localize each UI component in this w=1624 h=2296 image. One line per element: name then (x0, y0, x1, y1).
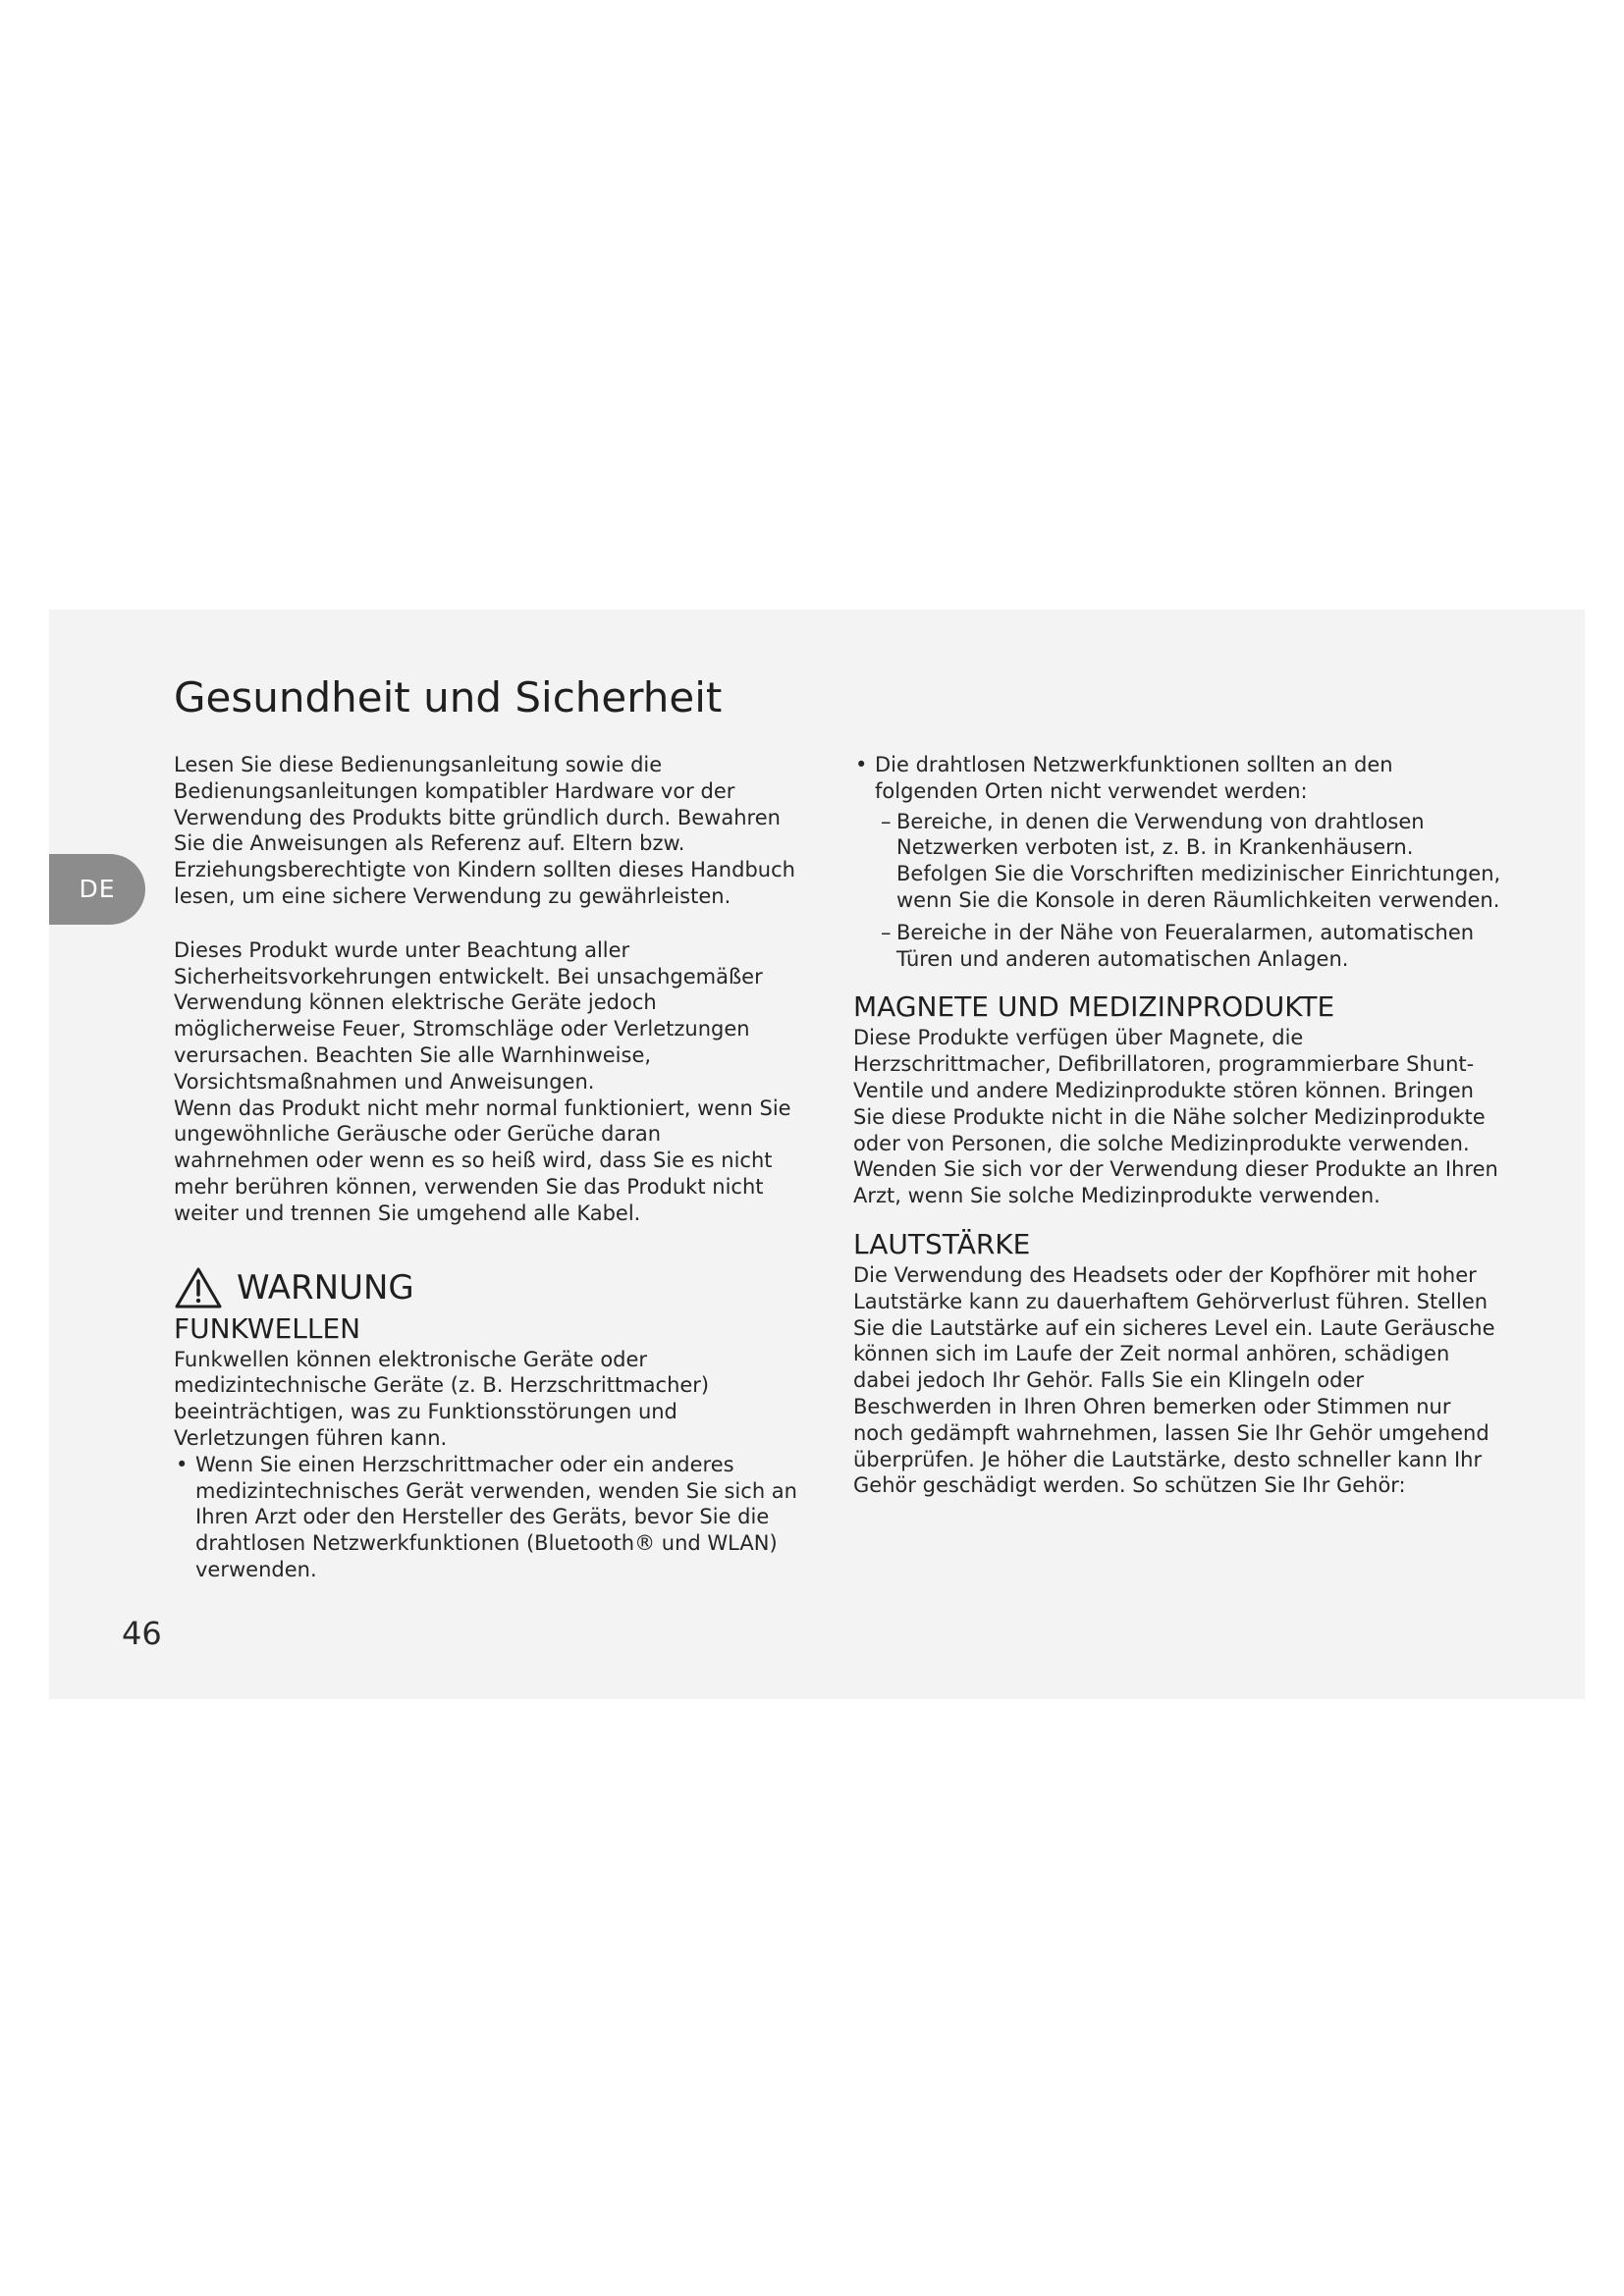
magnets-text: Diese Produkte verfügen über Magnete, die Herzschrittmacher, Defibrillatoren, programmierbare Shunt-Ventile und andere Medizinprodukte stören können. Bringen Sie diese Produkte nicht in die Nähe solcher Medizinprodukte oder von Personen, die solche Medizinprodukte verwenden. Wenden Sie sich vor der Verwendung dieser Produkte an Ihren Arzt, wenn Sie solche Medizinprodukte verwenden. (853, 1026, 1498, 1208)
volume-heading: LAUTSTÄRKE (853, 1227, 1031, 1260)
dash-item-fire-alarms (853, 920, 1501, 973)
page-title: Gesundheit und Sicherheit (174, 673, 723, 721)
magnets-heading: MAGNETE UND MEDIZINPRODUKTE (853, 990, 1335, 1024)
page-number: 46 (122, 1615, 162, 1652)
radio-waves-bullet (174, 1452, 802, 1583)
dash-mark: – (881, 809, 892, 833)
radio-waves-heading: FUNKWELLEN (174, 1311, 361, 1345)
left-column (174, 752, 802, 1583)
dash-mark: – (881, 920, 892, 944)
wireless-bullet (853, 752, 1501, 805)
warning-heading (174, 1266, 802, 1309)
wireless-bullet-text: Die drahtlosen Netzwerkfunktionen sollten an den folgenden Orten nicht verwendet werden: (875, 753, 1393, 803)
dash-item-text: Bereiche, in denen die Verwendung von drahtlosen Netzwerken verboten ist, z. B. in Krankenhäusern. Befolgen Sie die Vorschriften medizinischer Einrichtungen, wenn Sie die Konsole in deren Räumlichkeiten verwenden. (896, 809, 1501, 912)
warning-label: WARNUNG (237, 1267, 414, 1308)
dash-item-text: Bereiche in der Nähe von Feueralarmen, automatischen Türen und anderen automatischen Anlagen. (896, 920, 1475, 971)
radio-waves-text: Funkwellen können elektronische Geräte oder medizintechnische Geräte (z. B. Herzschrittmacher) beeinträchtigen, was zu Funktionsstörungen und Verletzungen führen kann. (174, 1347, 710, 1450)
warning-triangle-icon (174, 1266, 223, 1309)
dash-item-hospitals (853, 809, 1501, 914)
intro-paragraph: Lesen Sie diese Bedienungsanleitung sowie die Bedienungsanleitungen kompatibler Hardware vor der Verwendung des Produkts bitte gründlich durch. Bewahren Sie die Anweisungen als Referenz auf. Eltern bzw. Erziehungsberechtigte von Kindern sollten dieses Handbuch lesen, um eine sichere Verwendung zu gewährleisten. (174, 753, 795, 908)
volume-text: Die Verwendung des Headsets oder der Kopfhörer mit hoher Lautstärke kann zu dauerhaftem Gehörverlust führen. Stellen Sie die Lautstärke auf ein sicheres Level ein. Laute Geräusche können sich im Laufe der Zeit normal anhören, schädigen dabei jedoch Ihr Gehör. Falls Sie ein Klingeln oder Beschwerden in Ihren Ohren bemerken oder Stimmen nur noch gedämpft wahrnehmen, lassen Sie Ihr Gehör umgehend überprüfen. Je höher die Lautstärke, desto schneller kann Ihr Gehör geschädigt werden. So schützen Sie Ihr Gehör: (853, 1262, 1495, 1498)
language-tab: DE (49, 854, 145, 925)
right-column (853, 752, 1501, 1499)
safety-paragraph: Dieses Produkt wurde unter Beachtung aller Sicherheitsvorkehrungen entwickelt. Bei unsachgemäßer Verwendung können elektrische Geräte jedoch möglicherweise Feuer, Stromschläge oder Verletzungen verursachen. Beachten Sie alle Warnhinweise, Vorsichtsmaßnahmen und Anweisungen. (174, 937, 763, 1094)
malfunction-paragraph: Wenn das Produkt nicht mehr normal funktioniert, wenn Sie ungewöhnliche Geräusche oder Gerüche daran wahrnehmen oder wenn es so heiß wird, dass Sie es nicht mehr berühren können, verwenden Sie das Produkt nicht weiter und trennen Sie umgehend alle Kabel. (174, 1095, 791, 1225)
radio-waves-bullet-text: Wenn Sie einen Herzschrittmacher oder ein anderes medizintechnisches Gerät verwenden, wenden Sie sich an Ihren Arzt oder den Hersteller des Geräts, bevor Sie die drahtlosen Netzwerkfunktionen (Bluetooth® und WLAN) verwenden. (195, 1452, 797, 1581)
